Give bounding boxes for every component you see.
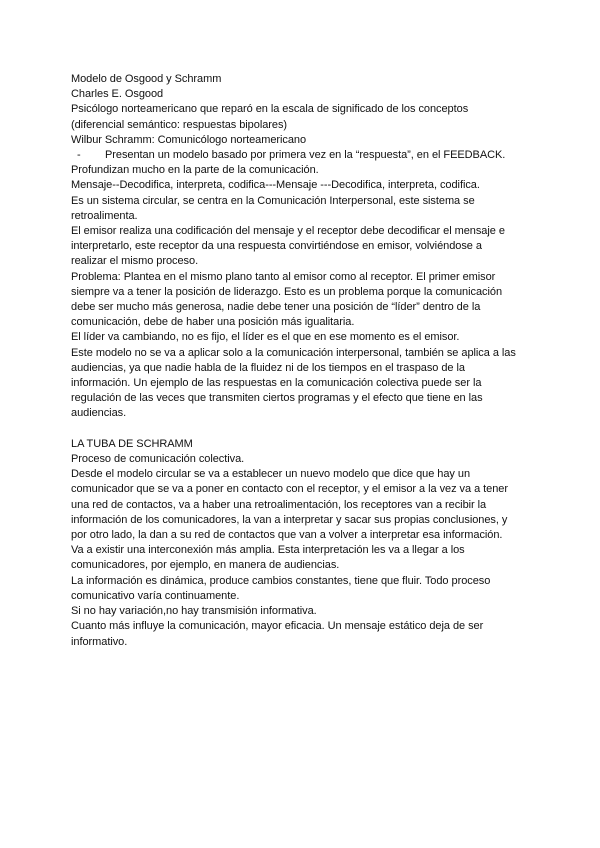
text-line: Cuanto más influye la comunicación, mayor eficacia. Un mensaje estático deja de ser [71,620,484,633]
text-line: Psicólogo norteamericano que reparó en la escala de significado de los conceptos [71,103,469,116]
paragraph-gap [71,422,531,437]
text-line: Desde el modelo circular se va a establecer un nuevo modelo que dice que hay un [71,468,471,481]
text-line: retroalimenta. [71,209,138,222]
bullet-text: Presentan un modelo basado por primera vez en la “respuesta”, en el FEEDBACK. [105,149,506,162]
text-line: interpretarlo, este receptor da una respuesta convirtiéndose en emisor, volviéndose a [71,240,482,253]
text-line: siempre va a tener la posición de liderazgo. Esto es un problema porque la comunicación [71,285,503,298]
text-line: informativo. [71,635,128,648]
text-line: La información es dinámica, produce cambios constantes, tiene que fluir. Todo proceso [71,574,491,587]
text-line: comunicador que se va a poner en contacto con el receptor, y el emisor a la vez va a tener [71,483,508,496]
text-line: comunicación, debe de haber una posición más igualitaria. [71,316,355,329]
text-line: Este modelo no se va a aplicar solo a la comunicación interpersonal, también se aplica a las [71,346,516,359]
document-title: Modelo de Osgood y Schramm [71,73,222,85]
text-line: Es un sistema circular, se centra en la Comunicación Interpersonal, este sistema se [71,194,475,207]
text-line: una red de contactos, va a haber una retroalimentación, los receptores van a recibir la [71,498,487,511]
text-line: Problema: Plantea en el mismo plano tanto al emisor como al receptor. El primer emisor [71,270,496,283]
text-line: Mensaje--Decodifica, interpreta, codifica---Mensaje ---Decodifica, interpreta, codifica. [71,179,480,192]
text-line: audiencias. [71,407,127,420]
text-line: comunicadores, por ejemplo, en manera de audiencias. [71,559,340,572]
document-body [71,72,531,650]
text-line: debe ser mucho más generosa, nadie debe tener una posición de “líder” dentro de la [71,301,481,314]
text-line: Wilbur Schramm: Comunicólogo norteamericano [71,133,307,146]
text-line: Va a existir una interconexión más amplia. Esta interpretación les va a llegar a los [71,544,465,557]
author-name: Charles E. Osgood [71,88,164,101]
bullet-marker: - [77,149,81,162]
text-line: información. Un ejemplo de las respuestas en la comunicación colectiva puede ser la [71,377,482,390]
text-line: regulación de las veces que transmiten ciertos programas y el efecto que tiene en las [71,392,483,405]
bullet-item [71,148,531,163]
text-line: por otro lado, la dan a su red de contactos que van a volver a interpretar esa información. [71,529,503,542]
text-line: Proceso de comunicación colectiva. [71,453,245,466]
text-line: Profundizan mucho en la parte de la comunicación. [71,164,319,177]
text-line: Si no hay variación,no hay transmisión informativa. [71,605,317,618]
section-heading: LA TUBA DE SCHRAMM [71,437,193,450]
text-line: El emisor realiza una codificación del mensaje y el receptor debe decodificar el mensaje e [71,225,505,238]
text-line: comunicativo varía continuamente. [71,589,240,602]
text-line: El líder va cambiando, no es fijo, el líder es el que en ese momento es el emisor. [71,331,460,344]
text-line: realizar el mismo proceso. [71,255,199,268]
text-line: (diferencial semántico: respuestas bipolares) [71,118,288,131]
text-line: audiencias, ya que nadie habla de la fluidez ni de los tiempos en el traspaso de la [71,361,465,374]
text-line: información de los comunicadores, la van a interpretar y sacar sus propias conclusiones, y [71,513,508,526]
